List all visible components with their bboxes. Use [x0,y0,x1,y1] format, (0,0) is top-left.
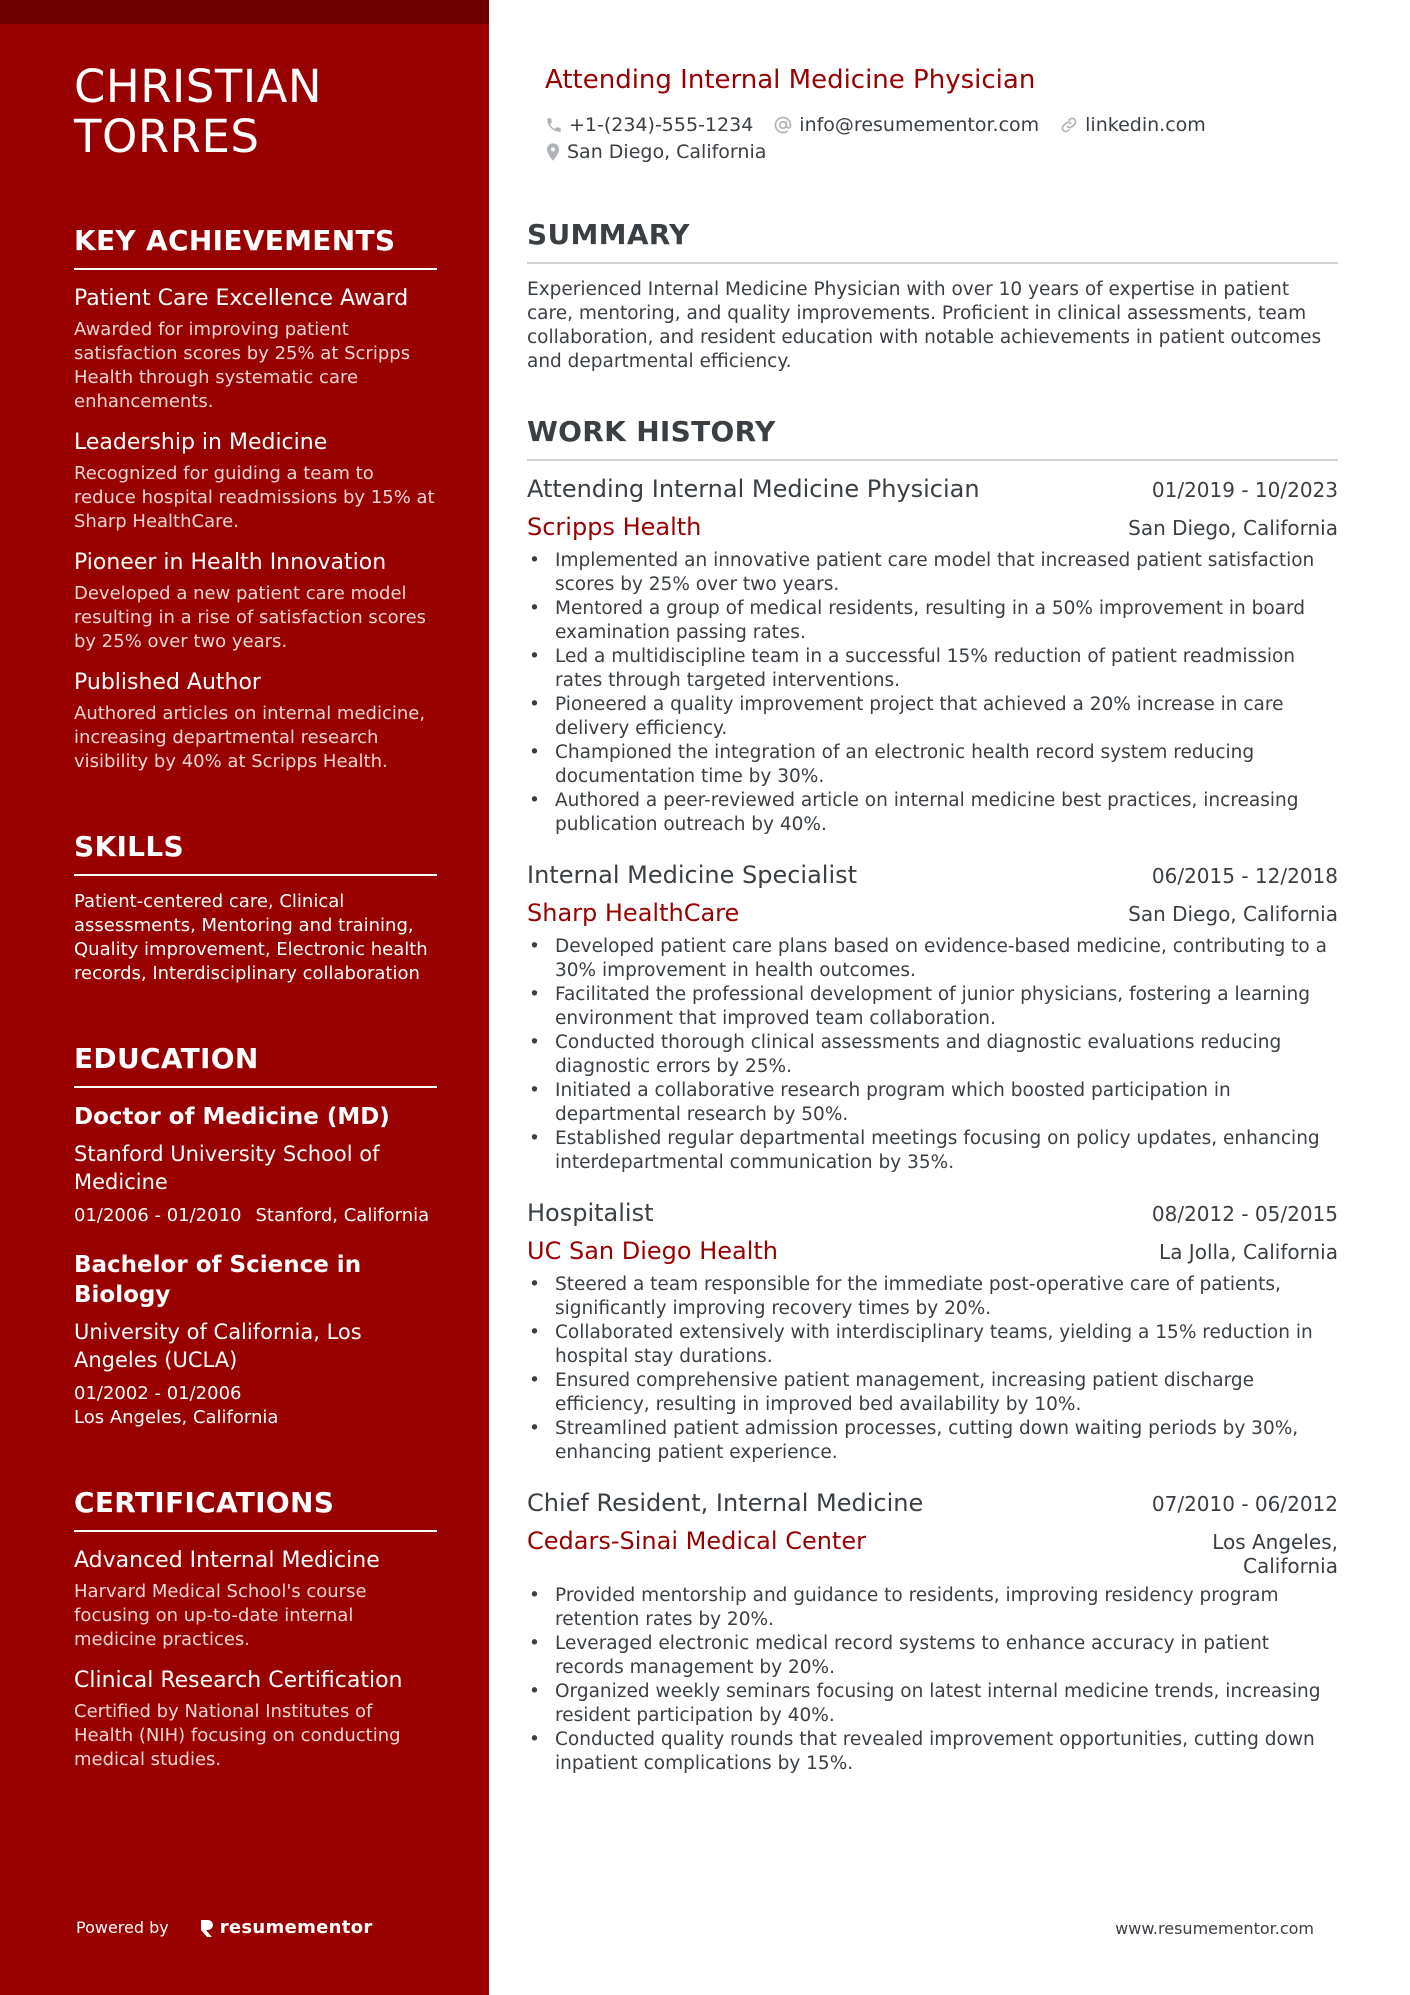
job-bullet: • Initiated a collaborative research program which boosted participation in departmental research by 50%. [527,1079,1338,1127]
job-bullet: • Conducted quality rounds that revealed improvement opportunities, cutting down inpatient complications by 15%. [527,1728,1338,1776]
job-company: Sharp HealthCare [527,899,740,927]
key-achievements-section [74,224,437,774]
summary-heading: SUMMARY [527,218,1338,264]
education-dates: 01/2006 - 01/2010 [74,1205,242,1226]
candidate-name [74,62,437,162]
job-bullet: • Organized weekly seminars focusing on latest internal medicine trends, increasing resident participation by 40%. [527,1680,1338,1728]
key-achievements-heading: KEY ACHIEVEMENTS [74,224,437,270]
email-at-icon [773,115,793,135]
education-location: Los Angeles, California [74,1407,279,1428]
job-bullet: • Ensured comprehensive patient management, increasing patient discharge efficiency, resulting in improved bed availability by 10%. [527,1369,1338,1417]
job-header [527,859,1338,891]
certification-desc: Certified by National Institutes of Health (NIH) focusing on conducting medical studies. [74,1701,401,1770]
education-degree: Bachelor of Science in Biology [74,1252,362,1308]
job-header [527,1487,1338,1519]
job-company-row [527,1235,1338,1267]
job-company-row [527,897,1338,929]
achievement-title: Published Author [74,670,261,695]
job-company: UC San Diego Health [527,1237,779,1265]
contact-row-2 [545,139,786,165]
job-bullet: • Mentored a group of medical residents, resulting in a 50% improvement in board examination passing rates. [527,597,1338,645]
job-entry [527,1487,1338,1776]
job-location: Los Angeles, California [1212,1530,1338,1578]
job-bullet: • Steered a team responsible for the immediate post-operative care of patients, significantly improving recovery times by 20%. [527,1273,1338,1321]
education-heading: EDUCATION [74,1042,437,1088]
job-bullets [527,549,1338,837]
job-company: Cedars-Sinai Medical Center [527,1527,866,1555]
education-school: Stanford University School of Medicine [74,1142,380,1194]
name-line-1: CHRISTIAN [74,60,323,113]
education-dates: 01/2002 - 01/2006 [74,1383,242,1404]
sidebar-top-strip [0,0,489,24]
education-section [74,1042,437,1430]
achievement-title: Leadership in Medicine [74,430,328,455]
job-bullets [527,1273,1338,1465]
summary-section [527,218,1338,374]
education-school: University of California, Los Angeles (UCLA) [74,1320,362,1372]
job-bullet: • Championed the integration of an electronic health record system reducing documentation time by 30%. [527,741,1338,789]
certification-item [74,1547,437,1652]
achievement-item [74,429,437,534]
location-text: San Diego, California [567,141,767,163]
brand-name: resumementor [219,1917,373,1938]
sidebar-content [74,62,437,1772]
job-location: La Jolla, California [1159,1240,1338,1264]
job-company-row [527,1525,1338,1578]
job-bullet: • Established regular departmental meetings focusing on policy updates, enhancing interdepartmental communication by 35%. [527,1127,1338,1175]
job-bullet: • Led a multidiscipline team in a successful 15% reduction of patient readmission rates through targeted interventions. [527,645,1338,693]
link-icon [1059,115,1079,135]
resumementor-logo[interactable] [199,1917,373,1938]
certification-title: Advanced Internal Medicine [74,1548,380,1573]
job-dates: 08/2012 - 05/2015 [1151,1202,1338,1226]
education-meta [74,1382,437,1430]
achievement-desc: Recognized for guiding a team to reduce hospital readmissions by 15% at Sharp HealthCare. [74,463,435,532]
job-location: San Diego, California [1128,902,1338,926]
location-pin-icon [545,142,561,162]
footer-url[interactable]: www.resumementor.com [1115,1919,1314,1938]
education-item [74,1250,437,1430]
job-bullet: • Facilitated the professional development of junior physicians, fostering a learning environment that improved team collaboration. [527,983,1338,1031]
job-bullet: • Streamlined patient admission processes, cutting down waiting periods by 30%, enhancing patient experience. [527,1417,1338,1465]
certification-desc: Harvard Medical School's course focusing on up-to-date internal medicine practices. [74,1581,367,1650]
achievement-title: Patient Care Excellence Award [74,286,409,311]
phone-icon [545,116,563,134]
powered-by [76,1917,373,1938]
job-bullet: • Leveraged electronic medical record systems to enhance accuracy in patient records management by 20%. [527,1632,1338,1680]
job-bullet: • Developed patient care plans based on evidence-based medicine, contributing to a 30% improvement in health outcomes. [527,935,1338,983]
job-bullet: • Provided mentorship and guidance to residents, improving residency program retention rates by 20%. [527,1584,1338,1632]
summary-text: Experienced Internal Medicine Physician with over 10 years of expertise in patient care, mentoring, and quality improvements. Proficient in clinical assessments, team collaboration, and resident education with notable achievements in patient outcomes and departmental efficiency. [527,279,1322,372]
certification-title: Clinical Research Certification [74,1668,403,1693]
job-role: Attending Internal Medicine Physician [527,475,980,503]
certifications-heading: CERTIFICATIONS [74,1486,437,1532]
job-role: Chief Resident, Internal Medicine [527,1489,924,1517]
certifications-section [74,1486,437,1772]
job-location: San Diego, California [1128,516,1338,540]
skills-list: Patient-centered care, Clinical assessments, Mentoring and training, Quality improvement, Electronic health records, Interdisciplinary collaboration [74,891,428,984]
job-bullet: • Collaborated extensively with interdisciplinary teams, yielding a 15% reduction in hospital stay durations. [527,1321,1338,1369]
name-line-2: TORRES [74,110,260,163]
linkedin-text: linkedin.com [1085,114,1206,136]
job-bullet: • Conducted thorough clinical assessments and diagnostic evaluations reducing diagnostic errors by 25%. [527,1031,1338,1079]
contact-row-1 [545,112,1226,138]
job-header [527,1197,1338,1229]
location-contact [545,139,766,165]
job-bullet: • Implemented an innovative patient care model that increased patient satisfaction scores by 25% over two years. [527,549,1338,597]
work-history-section [527,415,1338,1776]
job-role: Hospitalist [527,1199,654,1227]
job-bullet: • Pioneered a quality improvement project that achieved a 20% increase in care delivery efficiency. [527,693,1338,741]
skills-section [74,830,437,986]
achievement-item [74,669,437,774]
job-company-row [527,511,1338,543]
job-entry [527,859,1338,1175]
achievement-desc: Authored articles on internal medicine, increasing departmental research visibility by 40% at Scripps Health. [74,703,426,772]
job-bullet: • Authored a peer-reviewed article on internal medicine best practices, increasing publication outreach by 40%. [527,789,1338,837]
achievement-item [74,549,437,654]
certification-item [74,1667,437,1772]
job-bullets [527,1584,1338,1776]
work-history-heading: WORK HISTORY [527,415,1338,461]
education-item [74,1102,437,1228]
job-role: Internal Medicine Specialist [527,861,858,889]
linkedin-contact[interactable] [1059,112,1206,138]
education-location: Stanford, California [255,1205,430,1226]
achievement-item [74,285,437,414]
powered-by-label: Powered by [76,1918,169,1937]
job-entry [527,1197,1338,1465]
phone-contact[interactable] [545,112,753,138]
job-entry [527,473,1338,837]
job-header [527,473,1338,505]
email-contact[interactable] [773,112,1039,138]
email-text: info@resumementor.com [799,114,1040,136]
education-meta [74,1204,437,1228]
job-bullets [527,935,1338,1175]
job-dates: 01/2019 - 10/2023 [1151,478,1338,502]
resumementor-logo-icon [199,1918,215,1938]
job-dates: 07/2010 - 06/2012 [1151,1492,1338,1516]
sidebar [0,0,489,1995]
achievement-title: Pioneer in Health Innovation [74,550,387,575]
headline: Attending Internal Medicine Physician [545,65,1036,95]
job-dates: 06/2015 - 12/2018 [1151,864,1338,888]
education-degree: Doctor of Medicine (MD) [74,1104,390,1130]
phone-text: +1-(234)-555-1234 [569,114,754,136]
job-company: Scripps Health [527,513,702,541]
achievement-desc: Awarded for improving patient satisfaction scores by 25% at Scripps Health through systematic care enhancements. [74,319,411,412]
achievement-desc: Developed a new patient care model resulting in a rise of satisfaction scores by 25% over two years. [74,583,427,652]
skills-heading: SKILLS [74,830,437,876]
